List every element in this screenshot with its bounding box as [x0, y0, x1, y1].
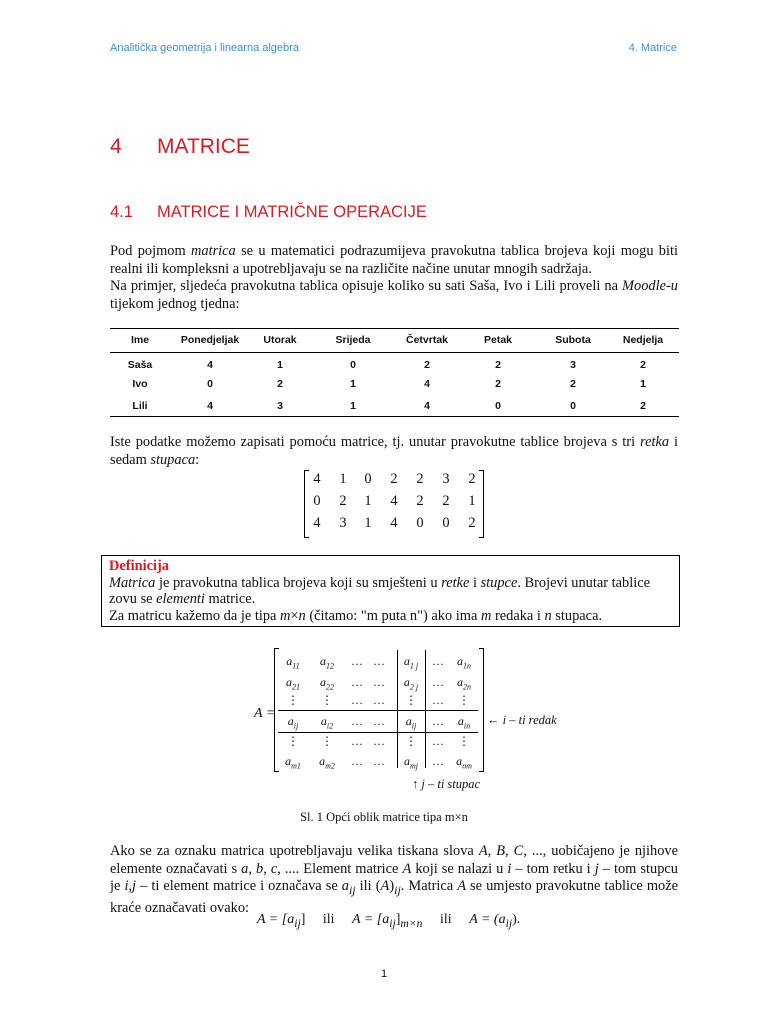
table-cell: 2 — [640, 400, 646, 412]
matrix-intro-paragraph: Iste podatke možemo zapisati pomoću matrice, tj. unutar pravokutne tablice brojeva s tri retka i sedam stupaca: — [110, 434, 678, 468]
general-matrix-entry: $a_{mj}$ — [404, 754, 418, 771]
general-matrix-entry: $a_{ij}$ — [287, 714, 299, 731]
matrix-entry: 1 — [468, 493, 476, 509]
table-cell: 2 — [424, 359, 430, 371]
table-row-name: Saša — [127, 359, 153, 371]
general-matrix-entry: … — [373, 693, 385, 707]
intro-paragraph: Pod pojmom matrica se u matematici podrazumijeva pravokutna tablica brojeva koji mogu biti realni ili kompleksni a upotrebljavaju se na različite načine unutar mnogih sadržaja. Na primjer, sljedeća pravokutna tablica opisuje koliko su sati Saša, Ivo i Lili proveli na Moodle-u tijekom jednog tjedna: — [110, 243, 679, 312]
table-header-cell: Ime — [130, 334, 150, 346]
general-matrix-entry: $a_{12}$ — [320, 654, 334, 671]
general-matrix-lhs: A = — [254, 706, 276, 721]
table-cell: 0 — [570, 400, 576, 412]
table-cell: 4 — [424, 378, 430, 390]
general-matrix-entry: … — [351, 693, 363, 707]
table-cell: 4 — [207, 400, 213, 412]
matrix-entry: 1 — [364, 493, 372, 509]
table-cell: 1 — [350, 378, 356, 390]
matrix-entry: 4 — [390, 493, 398, 509]
table-row-name: Ivo — [132, 378, 148, 390]
general-matrix-entry: $a_{2 j}$ — [403, 675, 419, 692]
table-cell: 0 — [207, 378, 213, 390]
table-cell: 3 — [277, 400, 283, 412]
table-header-cell: Utorak — [263, 334, 297, 346]
definition-line-1: Matrica je pravokutna tablica brojeva koji su smješteni u retke i stupce. Brojevi unutar tablice zovu se elementi matrice. — [109, 574, 650, 607]
general-matrix-entry: … — [373, 654, 385, 668]
matrix-entry: 2 — [442, 493, 450, 509]
general-matrix-entry: … — [351, 675, 363, 689]
table-cell: 0 — [495, 400, 501, 412]
general-matrix-entry: ⋮ — [458, 734, 470, 748]
matrix-entry: 3 — [442, 471, 450, 487]
general-matrix-entry: … — [351, 654, 363, 668]
row-divider-bottom — [278, 732, 478, 733]
matrix-entry: 0 — [313, 493, 321, 509]
figure-caption: Sl. 1 Opći oblik matrice tipa m×n — [300, 810, 468, 824]
table-header-cell: Srijeda — [335, 334, 371, 346]
general-matrix-entry: … — [432, 714, 444, 728]
matrix-entry: 3 — [339, 515, 347, 531]
general-matrix-entry: … — [351, 714, 363, 728]
general-matrix-entry: $a_{i2}$ — [320, 714, 334, 731]
general-matrix-entry: … — [373, 754, 385, 768]
table-header-cell: Petak — [483, 334, 513, 346]
table-header-cell: Nedjelja — [622, 334, 664, 346]
table-cell: 2 — [570, 378, 576, 390]
header-title: Analitička geometrija i linearna algebra — [110, 42, 299, 54]
matrix-entry: 0 — [364, 471, 372, 487]
general-matrix-entry: $a_{ij}$ — [405, 714, 417, 731]
table-cell: 1 — [350, 400, 356, 412]
general-matrix-entry: $a_{m1}$ — [285, 754, 301, 771]
general-matrix-entry: ⋮ — [321, 693, 333, 707]
header-chapter: 4. Matrice — [628, 42, 677, 54]
general-right-bracket — [479, 648, 484, 772]
row-label: ← i – ti redak — [487, 713, 557, 727]
general-matrix-entry: … — [351, 734, 363, 748]
general-matrix-entry: ⋮ — [405, 693, 417, 707]
table-header-cell: Subota — [555, 334, 591, 346]
column-label: ↑ j – ti stupac — [412, 777, 481, 791]
table-header-cell: Četvrtak — [405, 334, 449, 346]
general-matrix-entry: … — [373, 734, 385, 748]
matrix-entry: 2 — [390, 471, 398, 487]
hours-table — [110, 328, 679, 418]
general-matrix-entry: … — [432, 734, 444, 748]
table-cell: 1 — [277, 359, 283, 371]
general-matrix-entry: ⋮ — [287, 693, 299, 707]
general-matrix — [274, 648, 484, 772]
table-cell: 2 — [495, 359, 501, 371]
definition-title: Definicija — [109, 558, 169, 574]
general-matrix-entry: $a_{nm}$ — [456, 754, 472, 771]
table-header-cell: Ponedjeljak — [180, 334, 240, 346]
section-title: MATRICE I MATRIČNE OPERACIJE — [157, 203, 427, 221]
matrix-entry: 4 — [390, 515, 398, 531]
definition-line-2: Za matricu kažemo da je tipa m×n (čitamo: "m puta n") ako ima m redaka i n stupaca. — [109, 607, 603, 624]
table-cell: 3 — [570, 359, 576, 371]
matrix-entry: 4 — [313, 471, 321, 487]
general-matrix-entry: … — [432, 693, 444, 707]
general-matrix-entry: … — [432, 675, 444, 689]
general-matrix-entry: $a_{2n}$ — [457, 675, 471, 692]
general-matrix-entry: $a_{21}$ — [286, 675, 300, 692]
notation-paragraph: Ako se za oznaku matrica upotrebljavaju velika tiskana slova A, B, C, ..., uobičajeno je njihove elemente označavati s a, b, c, .... Element matrice A koji se nalazi u i – tom retku i j – tom stupcu je i,j – ti element matrice i označava se $a_{ij}$ ili $(A)_{ij}$. Matrica A se umjesto pravokutne tablice može kraće označavati ovako: — [110, 843, 679, 916]
general-matrix-entry: … — [373, 675, 385, 689]
section-number: 4.1 — [110, 203, 133, 221]
matrix-entry: 0 — [416, 515, 424, 531]
definition-box — [101, 555, 680, 627]
general-matrix-entry: $a_{1 j}$ — [403, 654, 419, 671]
general-matrix-entry: … — [432, 754, 444, 768]
matrix-entry: 2 — [339, 493, 347, 509]
matrix-entry: 4 — [313, 515, 321, 531]
general-matrix-entry: ⋮ — [287, 734, 299, 748]
general-matrix-entry: $a_{22}$ — [320, 675, 334, 692]
general-matrix-entry: $a_{11}$ — [286, 654, 300, 671]
matrix-entry: 2 — [416, 493, 424, 509]
chapter-number: 4 — [110, 135, 122, 158]
matrix-entry: 1 — [364, 515, 372, 531]
table-cell: 1 — [640, 378, 646, 390]
hours-matrix — [304, 470, 484, 538]
matrix-entry: 2 — [468, 515, 476, 531]
chapter-title: MATRICE — [157, 135, 250, 158]
table-cell: 2 — [640, 359, 646, 371]
general-matrix-entry: ⋮ — [321, 734, 333, 748]
row-divider-top — [278, 710, 478, 711]
table-cell: 2 — [495, 378, 501, 390]
table-cell: 4 — [424, 400, 430, 412]
general-matrix-entry: $a_{in}$ — [457, 714, 471, 731]
table-cell: 2 — [277, 378, 283, 390]
table-cell: 0 — [350, 359, 356, 371]
matrix-entry: 1 — [339, 471, 347, 487]
general-matrix-entry: ⋮ — [458, 693, 470, 707]
general-matrix-entry: $a_{m2}$ — [319, 754, 335, 771]
general-matrix-entry: ⋮ — [405, 734, 417, 748]
page-number: 1 — [380, 968, 388, 980]
notation-formula: $A = [a_{ij}]$ ili $A = [a_{ij}]_{m\times n}$ ili $A = (a_{ij})$. — [257, 912, 521, 930]
table-cell: 4 — [207, 359, 213, 371]
general-matrix-entry: … — [351, 754, 363, 768]
matrix-entry: 0 — [442, 515, 450, 531]
table-row-name: Lili — [132, 400, 148, 412]
matrix-entry: 2 — [416, 471, 424, 487]
matrix-entry: 2 — [468, 471, 476, 487]
general-matrix-entry: $a_{1n}$ — [457, 654, 471, 671]
general-matrix-entry: … — [373, 714, 385, 728]
general-matrix-entry: … — [432, 654, 444, 668]
